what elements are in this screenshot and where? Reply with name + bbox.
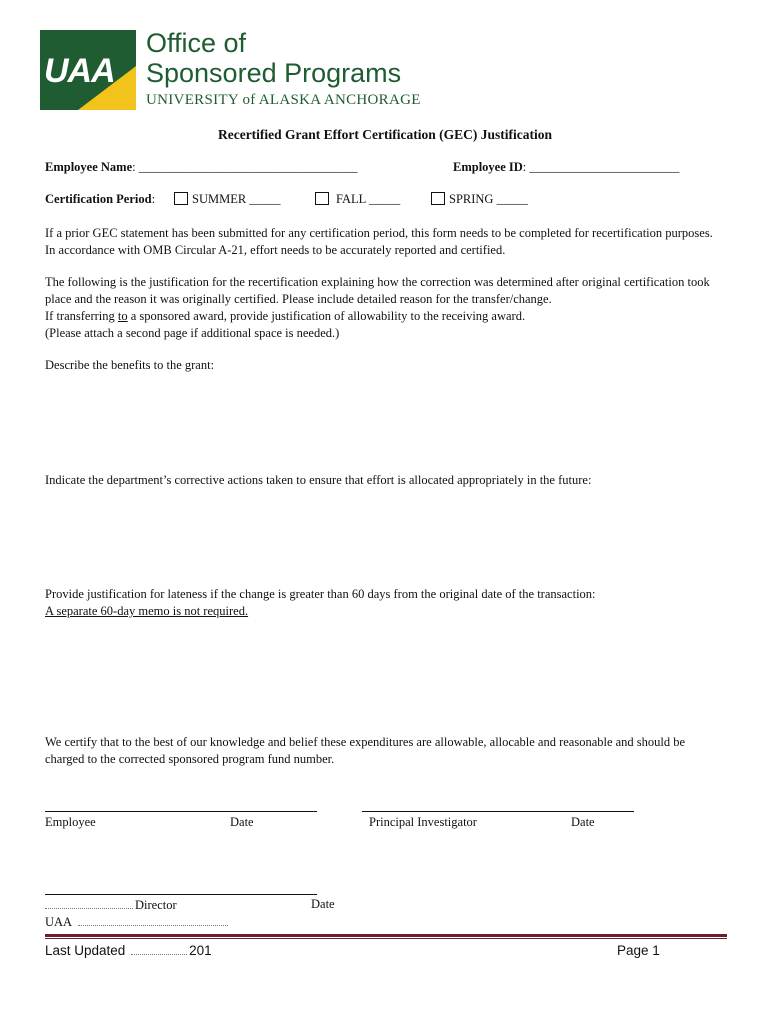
employee-id-label: Employee ID bbox=[453, 160, 523, 174]
director-date-label: Date bbox=[311, 897, 335, 911]
employee-id-field[interactable] bbox=[453, 160, 679, 175]
lateness-note: A separate 60-day memo is not required. bbox=[45, 604, 249, 618]
period-summer-label: SUMMER _____ bbox=[192, 192, 281, 206]
corrective-actions-prompt: Indicate the department’s corrective actions taken to ensure that effort is allocated appropriately in the future: bbox=[45, 473, 592, 487]
director-sign-label bbox=[45, 897, 228, 931]
logo-mark: UAA bbox=[44, 52, 115, 90]
uaa-logo bbox=[40, 30, 136, 110]
benefits-prompt: Describe the benefits to the grant: bbox=[45, 358, 215, 372]
illegible-text-icon bbox=[45, 898, 133, 909]
period-spring[interactable] bbox=[431, 192, 528, 207]
logo-title-line1: Office of bbox=[146, 28, 247, 58]
logo-title-line2: Sponsored Programs bbox=[146, 58, 402, 88]
employee-name-blank[interactable]: : ___________________________________ bbox=[132, 160, 358, 174]
page-number: Page 1 bbox=[617, 943, 660, 958]
employee-id-blank[interactable]: : ________________________ bbox=[522, 160, 680, 174]
employee-sign-label: Employee bbox=[45, 815, 96, 829]
director-org: UAA bbox=[45, 914, 228, 931]
logo-university-line: UNIVERSITY of ALASKA ANCHORAGE bbox=[146, 92, 421, 108]
employee-name-field[interactable] bbox=[45, 160, 358, 175]
justification-text-3: (Please attach a second page if additional space is needed.) bbox=[45, 326, 340, 340]
footer-rule bbox=[45, 934, 727, 937]
lateness-prompt-text: Provide justification for lateness if the change is greater than 60 days from the original date of the transaction: bbox=[45, 587, 596, 601]
director-title: Director bbox=[45, 897, 228, 914]
justification-paragraph bbox=[45, 274, 725, 342]
pi-date-label: Date bbox=[571, 815, 595, 829]
certification-period-row: Certification Period: bbox=[45, 192, 156, 206]
intro-paragraph: If a prior GEC statement has been submitted for any certification period, this form needs to be completed for recertification purposes. In accordance with OMB Circular A-21, effort needs to be accurately reported and certified. bbox=[45, 226, 713, 257]
certification-statement: We certify that to the best of our knowledge and belief these expenditures are allowable, allocable and reasonable and should be charged to the corrected sponsored program fund number. bbox=[45, 735, 686, 766]
employee-signature-line[interactable] bbox=[45, 811, 317, 812]
period-spring-label: SPRING _____ bbox=[449, 192, 528, 206]
pi-signature-line[interactable] bbox=[362, 811, 634, 812]
justification-text-2: If transferring to a sponsored award, provide justification of allowability to the receiving award. bbox=[45, 309, 526, 323]
illegible-text-icon-2 bbox=[78, 915, 228, 926]
director-signature-line[interactable] bbox=[45, 894, 317, 895]
employee-date-label: Date bbox=[230, 815, 254, 829]
footer-rule-thin bbox=[45, 938, 727, 939]
justification-text-1: The following is the justification for the recertification explaining how the correction was determined after original certification took place and the reason it was originally certified. Please include detailed reason for the transfer/change. bbox=[45, 275, 710, 306]
spring-checkbox-icon[interactable] bbox=[431, 192, 445, 205]
certification-period-label: Certification Period bbox=[45, 192, 152, 206]
lateness-prompt bbox=[45, 586, 725, 620]
summer-checkbox-icon[interactable] bbox=[174, 192, 188, 205]
employee-name-label: Employee Name bbox=[45, 160, 133, 174]
illegible-date-icon bbox=[131, 943, 187, 955]
form-title: Recertified Grant Effort Certification (GEC) Justification bbox=[217, 127, 553, 142]
last-updated: Last Updated 201 bbox=[45, 943, 212, 958]
period-summer[interactable] bbox=[174, 192, 281, 207]
fall-checkbox-icon[interactable] bbox=[315, 192, 329, 205]
period-fall[interactable] bbox=[315, 192, 400, 207]
pi-sign-label: Principal Investigator bbox=[369, 815, 477, 829]
period-fall-label: FALL _____ bbox=[336, 192, 401, 206]
